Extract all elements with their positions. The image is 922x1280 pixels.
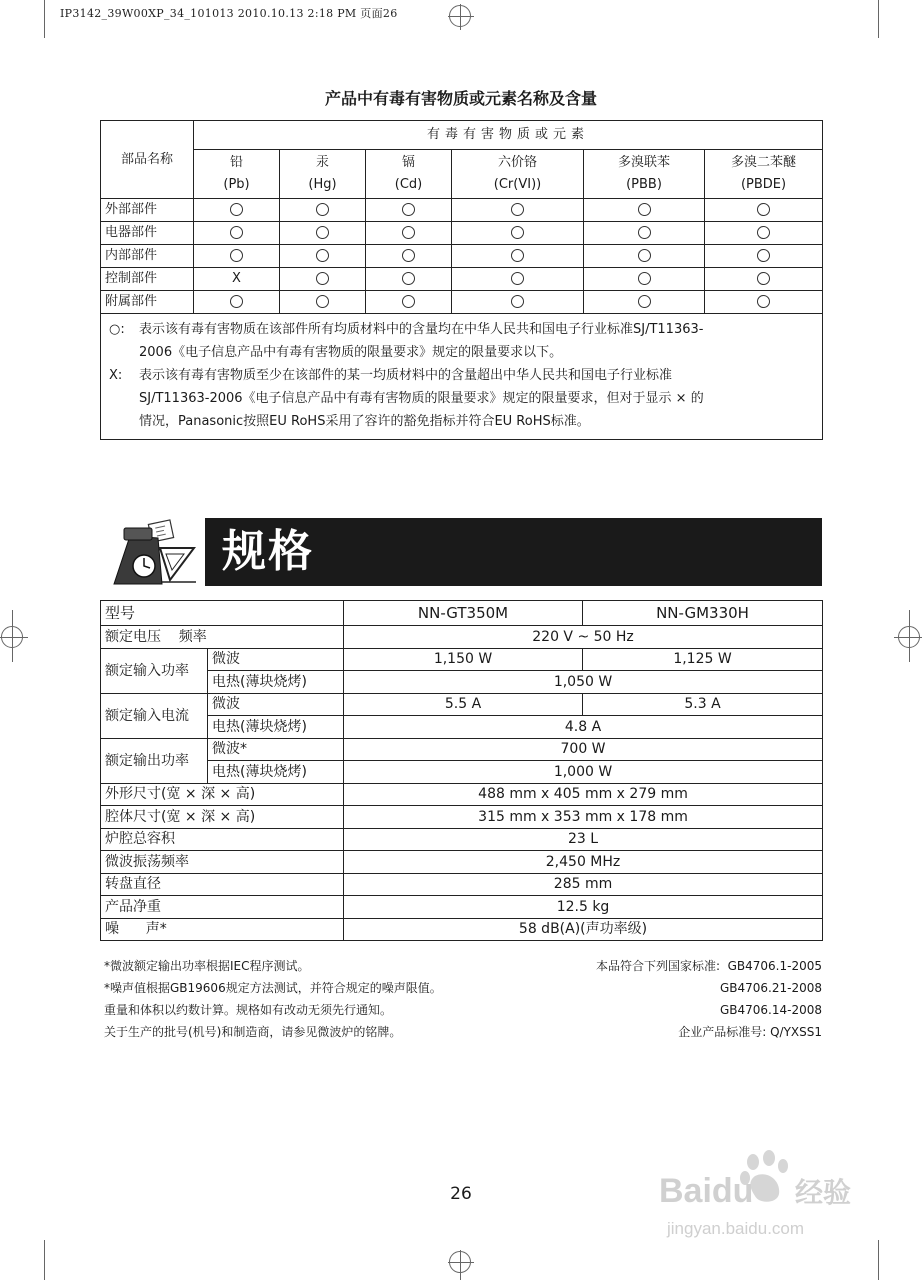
- hazard-mark-cell: [452, 245, 584, 268]
- registration-mark-icon: [1, 626, 23, 648]
- input-current-mw-value: 5.5 A: [344, 693, 583, 716]
- output-power-mw-value: 700 W: [344, 738, 823, 761]
- outer-dimension-value: 488 mm x 405 mm x 279 mm: [344, 783, 823, 806]
- hazard-mark-cell: [280, 268, 366, 291]
- microwave-label: 微波: [208, 648, 344, 671]
- hazard-row: [101, 245, 823, 268]
- footnote: *微波额定输出功率根据IEC程序测试。: [104, 959, 310, 973]
- registration-mark-icon: [898, 626, 920, 648]
- circle-mark-icon: [316, 249, 329, 262]
- input-power-mw-value: 1,150 W: [344, 648, 583, 671]
- part-name-header: 部品名称: [101, 121, 194, 199]
- circle-mark-icon: [230, 249, 243, 262]
- voltage-value: 220 V ~ 50 Hz: [344, 626, 823, 649]
- registration-mark-icon: [449, 5, 471, 27]
- substance-header: 多溴联苯 (PBB): [584, 150, 705, 199]
- footnote: *噪声值根据GB19606规定方法测试，并符合规定的噪声限值。: [104, 981, 442, 995]
- footnotes-left: [104, 955, 442, 1043]
- circle-mark-icon: [757, 226, 770, 239]
- turntable-value: 285 mm: [344, 873, 823, 896]
- model-name: NN-GM330H: [583, 601, 823, 626]
- hazard-mark-cell: [584, 291, 705, 314]
- circle-mark-icon: [316, 203, 329, 216]
- circle-mark-icon: [757, 203, 770, 216]
- part-name: 电器部件: [101, 222, 194, 245]
- hazard-mark-cell: [452, 291, 584, 314]
- circle-mark-icon: [757, 295, 770, 308]
- circle-mark-icon: [638, 249, 651, 262]
- input-current-mw-value: 5.3 A: [583, 693, 823, 716]
- circle-mark-icon: [511, 295, 524, 308]
- circle-mark-icon: [402, 249, 415, 262]
- standard-line: 企业产品标准号: Q/YXSS1: [678, 1025, 822, 1039]
- frequency-value: 2,450 MHz: [344, 851, 823, 874]
- model-name: NN-GT350M: [344, 601, 583, 626]
- hazard-mark-cell: [452, 222, 584, 245]
- note-o-symbol: ○:: [109, 322, 125, 337]
- circle-mark-icon: [757, 249, 770, 262]
- turntable-label: 转盘直径: [101, 873, 344, 896]
- weight-value: 12.5 kg: [344, 896, 823, 919]
- substance-header: 多溴二苯醚 (PBDE): [705, 150, 823, 199]
- hazard-row: [101, 199, 823, 222]
- hazard-mark-cell: [280, 199, 366, 222]
- input-power-mw-value: 1,125 W: [583, 648, 823, 671]
- input-current-grill-value: 4.8 A: [344, 716, 823, 739]
- output-power-grill-value: 1,000 W: [344, 761, 823, 784]
- capacity-value: 23 L: [344, 828, 823, 851]
- hazard-mark-cell: [705, 245, 823, 268]
- crop-mark: [44, 1240, 45, 1280]
- cavity-dimension-value: 315 mm x 353 mm x 178 mm: [344, 806, 823, 829]
- watermark-url: jingyan.baidu.com: [667, 1219, 805, 1238]
- hazard-mark-cell: [280, 245, 366, 268]
- hazard-table-title: 产品中有毒有害物质或元素名称及含量: [324, 89, 597, 108]
- hazard-mark-cell: [584, 268, 705, 291]
- registration-mark-icon: [449, 1251, 471, 1273]
- hazard-mark-cell: [194, 291, 280, 314]
- baidu-watermark: [655, 1150, 885, 1250]
- note-x-text: 表示该有毒有害物质至少在该部件的某一均质材料中的含量超出中华人民共和国电子行业标准 SJ/T11363-2006《电子信息产品中有毒有害物质的限量要求》规定的限量要求，但对于显示 × 的 情况，Panasonic按照EU RoHS采用了容许的豁免指标并符合EU RoHS标准。: [139, 368, 704, 429]
- grill-label: 电热(薄块烧烤): [208, 716, 344, 739]
- hazard-mark-cell: [194, 222, 280, 245]
- hazard-row: [101, 291, 823, 314]
- hazard-mark-cell: [705, 268, 823, 291]
- noise-value: 58 dB(A)(声功率级): [344, 918, 823, 941]
- circle-mark-icon: [638, 203, 651, 216]
- part-name: 内部部件: [101, 245, 194, 268]
- substance-header: 铅 (Pb): [194, 150, 280, 199]
- hazard-mark-cell: [366, 199, 452, 222]
- hazard-mark-cell: [584, 222, 705, 245]
- watermark-sub: 经验: [795, 1176, 852, 1209]
- specs-illustration-icon: [108, 518, 203, 590]
- circle-mark-icon: [757, 272, 770, 285]
- circle-mark-icon: [230, 295, 243, 308]
- circle-mark-icon: [230, 226, 243, 239]
- output-power-label: 额定输出功率: [101, 738, 208, 783]
- hazard-row: [101, 268, 823, 291]
- hazard-mark-cell: [584, 199, 705, 222]
- spec-table: [100, 600, 823, 941]
- note-o-text: 表示该有毒有害物质在该部件所有均质材料中的含量均在中华人民共和国电子行业标准SJ/T11363- 2006《电子信息产品中有毒有害物质的限量要求》规定的限量要求以下。: [139, 322, 704, 360]
- watermark-brand: Baidu: [659, 1172, 754, 1210]
- hazard-mark-cell: X: [194, 268, 280, 291]
- footnote: 重量和体积以约数计算。规格如有改动无须先行通知。: [104, 1003, 393, 1017]
- circle-mark-icon: [316, 226, 329, 239]
- hazard-row: [101, 222, 823, 245]
- microwave-label: 微波: [208, 693, 344, 716]
- standard-line: GB4706.21-2008: [719, 981, 822, 995]
- circle-mark-icon: [511, 272, 524, 285]
- circle-mark-icon: [511, 226, 524, 239]
- circle-mark-icon: [638, 272, 651, 285]
- substance-group-header: 有毒有害物质或元素: [194, 121, 823, 150]
- hazard-mark-cell: [366, 245, 452, 268]
- model-label: 型号: [101, 601, 344, 626]
- spec-title: 规格: [222, 526, 314, 577]
- hazard-mark-cell: [584, 245, 705, 268]
- hazard-mark-cell: [705, 199, 823, 222]
- footnotes-standards: [596, 955, 822, 1043]
- substance-header: 镉 (Cd): [366, 150, 452, 199]
- page-number: 26: [450, 1184, 472, 1204]
- circle-mark-icon: [511, 203, 524, 216]
- voltage-label: 额定电压 频率: [101, 626, 344, 649]
- circle-mark-icon: [316, 272, 329, 285]
- input-power-label: 额定输入功率: [101, 648, 208, 693]
- grill-label: 电热(薄块烧烤): [208, 761, 344, 784]
- circle-mark-icon: [316, 295, 329, 308]
- hazard-mark-cell: [452, 199, 584, 222]
- hazard-notes: [101, 314, 823, 440]
- circle-mark-icon: [638, 295, 651, 308]
- circle-mark-icon: [402, 226, 415, 239]
- input-power-grill-value: 1,050 W: [344, 671, 823, 694]
- hazard-mark-cell: [280, 291, 366, 314]
- circle-mark-icon: [402, 272, 415, 285]
- noise-label: 噪 声*: [101, 918, 344, 941]
- hazard-mark-cell: [194, 245, 280, 268]
- circle-mark-icon: [638, 226, 651, 239]
- outer-dimension-label: 外形尺寸(宽 × 深 × 高): [101, 783, 344, 806]
- crop-mark: [878, 0, 879, 38]
- hazard-mark-cell: [705, 222, 823, 245]
- crop-mark: [44, 0, 45, 38]
- part-name: 外部部件: [101, 199, 194, 222]
- circle-mark-icon: [402, 295, 415, 308]
- baidu-paw-logo-icon: [655, 1150, 885, 1250]
- print-file-info: IP3142_39W00XP_34_101013 2010.10.13 2:18 PM 页面26: [60, 7, 398, 20]
- hazard-mark-cell: [366, 222, 452, 245]
- hazard-mark-cell: [366, 268, 452, 291]
- hazard-mark-cell: [280, 222, 366, 245]
- hazard-mark-cell: [366, 291, 452, 314]
- hazard-mark-cell: [194, 199, 280, 222]
- weight-label: 产品净重: [101, 896, 344, 919]
- frequency-label: 微波振荡频率: [101, 851, 344, 874]
- standard-line: GB4706.14-2008: [719, 1003, 822, 1017]
- footnote: 关于生产的批号(机号)和制造商，请参见微波炉的铭牌。: [104, 1025, 402, 1039]
- hazard-mark-cell: [705, 291, 823, 314]
- part-name: 附属部件: [101, 291, 194, 314]
- substance-header: 六价铬 (Cr(VI)): [452, 150, 584, 199]
- circle-mark-icon: [511, 249, 524, 262]
- hazard-substance-table: [100, 120, 823, 440]
- substance-header: 汞 (Hg): [280, 150, 366, 199]
- note-x-symbol: X:: [109, 368, 123, 383]
- circle-mark-icon: [402, 203, 415, 216]
- microwave-star-label: 微波*: [208, 738, 344, 761]
- grill-label: 电热(薄块烧烤): [208, 671, 344, 694]
- standard-line: 本品符合下列国家标准: GB4706.1-2005: [595, 959, 822, 973]
- capacity-label: 炉腔总容积: [101, 828, 344, 851]
- circle-mark-icon: [230, 203, 243, 216]
- part-name: 控制部件: [101, 268, 194, 291]
- input-current-label: 额定输入电流: [101, 693, 208, 738]
- cavity-dimension-label: 腔体尺寸(宽 × 深 × 高): [101, 806, 344, 829]
- hazard-mark-cell: [452, 268, 584, 291]
